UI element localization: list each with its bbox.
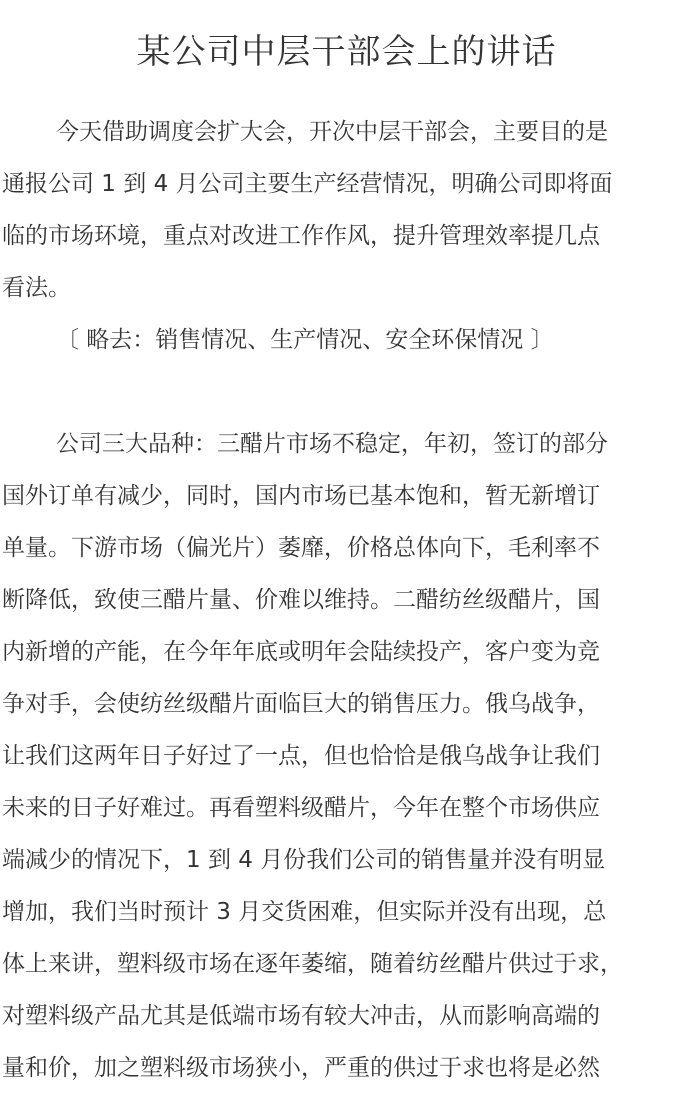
- paragraph-2-line-9: 端减少的情况下，1 到 4 月份我们公司的销售量并没有明显: [2, 847, 606, 873]
- paragraph-2-line-11: 体上来讲，塑料级市场在逐年萎缩，随着纺丝醋片供过于求，: [2, 951, 623, 977]
- paragraph-2-line-7: 让我们这两年日子好过了一点，但也恰恰是俄乌战争让我们: [2, 743, 600, 769]
- paragraph-2-line-2: 国外订单有减少，同时，国内市场已基本饱和，暂无新增订: [2, 483, 600, 509]
- paragraph-2-line-6: 争对手，会使纺丝级醋片面临巨大的销售压力。俄乌战争，: [2, 691, 600, 717]
- paragraph-2-line-13: 量和价，加之塑料级市场狭小，严重的供过于求也将是必然: [2, 1055, 600, 1081]
- paragraph-1-line-1: 今天借助调度会扩大会，开次中层干部会，主要目的是: [56, 119, 608, 145]
- paragraph-2-line-4: 断降低，致使三醋片量、价难以维持。二醋纺丝级醋片，国: [2, 587, 600, 613]
- paragraph-1-line-3: 临的市场环境，重点对改进工作作风，提升管理效率提几点: [2, 223, 600, 249]
- paragraph-2-line-5: 内新增的产能，在今年年底或明年会陆续投产，客户变为竞: [2, 639, 600, 665]
- document-title: 某公司中层干部会上的讲话: [136, 32, 557, 72]
- paragraph-2-line-1: 公司三大品种：三醋片市场不稳定，年初，签订的部分: [56, 431, 608, 457]
- paragraph-2-line-10: 增加，我们当时预计 3 月交货困难，但实际并没有出现，总: [2, 899, 607, 925]
- paragraph-2-line-8: 未来的日子好难过。再看塑料级醋片，今年在整个市场供应: [2, 795, 600, 821]
- paragraph-1-line-4: 看法。: [2, 275, 71, 301]
- paragraph-2-line-12: 对塑料级产品尤其是低端市场有较大冲击，从而影响高端的: [2, 1003, 600, 1029]
- paragraph-2-line-3: 单量。下游市场（偏光片）萎靡，价格总体向下，毛利率不: [2, 535, 600, 561]
- omitted-sections-note: 〔 略去：销售情况、生产情况、安全环保情况 〕: [56, 327, 554, 353]
- paragraph-1-line-2: 通报公司 1 到 4 月公司主要生产经营情况，明确公司即将面: [2, 171, 613, 197]
